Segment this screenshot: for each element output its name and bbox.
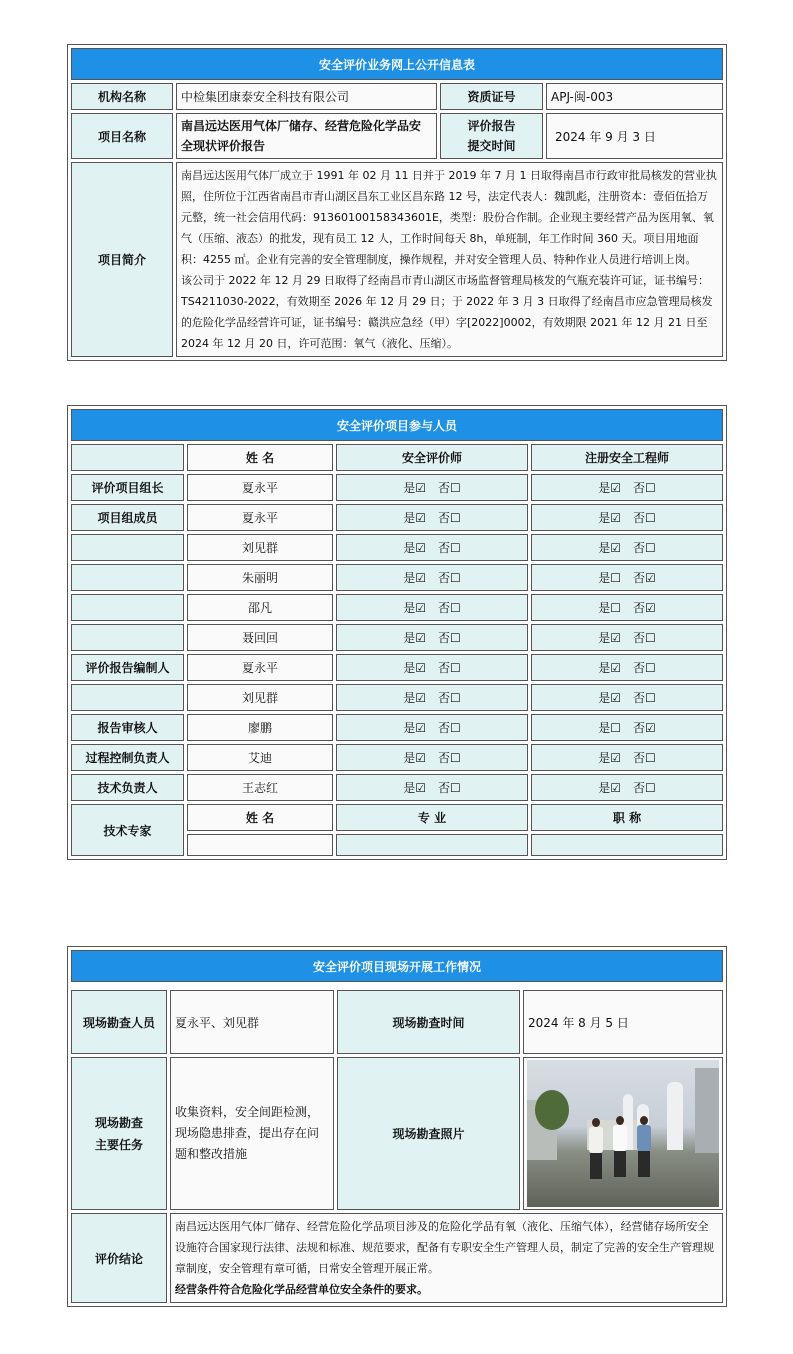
conclusion-label: 评价结论: [71, 1213, 167, 1303]
staff-row: [71, 744, 723, 771]
staff-name: 刘见群: [187, 684, 333, 711]
staff-role: [71, 594, 184, 621]
spacer: [71, 985, 723, 987]
staff-role: 技术负责人: [71, 774, 184, 801]
staff-evaluator-check: 是☑ 否☐: [336, 684, 528, 711]
submit-time-label: [440, 113, 543, 159]
staff-row: [71, 504, 723, 531]
intro-paragraph-1: 南昌远达医用气体厂成立于 1991 年 02 月 11 日并于 2019 年 7 月 1 日取得南昌市行政审批局核发的营业执照，住所位于江西省南昌市青山湖区昌东工业区昌东路 12 号，法定代表人：魏凯彪，注册资本：壹佰伍拾万元整，统一社会信用代码：91360100158343601E，类型：股份合作制。企业现主要经营产品为医用氧、氧气（压缩、液态）的批发，现有员工 12 人，工作时间每天 8h，单班制，年工作时间 360 天。项目用地面积：4255 ㎡。企业有完善的安全管理制度，操作规程，并对安全管理人员、特种作业人员进行培训上岗。: [181, 169, 717, 266]
staff-name: 夏永平: [187, 474, 333, 501]
site-task-label-line2: 主要任务: [94, 1137, 143, 1152]
staff-name: 艾迪: [187, 744, 333, 771]
expert-title-cell: [531, 834, 723, 856]
staff-evaluator-check: 是☑ 否☐: [336, 594, 528, 621]
staff-engineer-check: 是☑ 否☐: [531, 744, 723, 771]
site-table-title: 安全评价项目现场开展工作情况: [71, 950, 723, 982]
staff-role: [71, 624, 184, 651]
staff-row: [71, 474, 723, 501]
info-table-title: 安全评价业务网上公开信息表: [71, 48, 723, 80]
site-inspection-photo: [527, 1060, 719, 1207]
intro-content: [176, 162, 723, 357]
staff-row: [71, 774, 723, 801]
staff-evaluator-check: 是☑ 否☐: [336, 474, 528, 501]
conclusion-paragraph-1: 南昌远达医用气体厂储存、经营危险化学品项目涉及的危险化学品有氧（液化、压缩气体），经营储存场所安全设施符合国家现行法律、法规和标准、规范要求，配备有专职安全生产管理人员，制定了完善的安全生产管理规章制度，安全管理有章可循，日常安全管理开展正常。: [175, 1220, 714, 1275]
staff-name: 邵凡: [187, 594, 333, 621]
expert-name-cell: [187, 834, 333, 856]
staff-row: [71, 564, 723, 591]
cert-label: 资质证号: [440, 83, 543, 110]
staff-header-blank: [71, 444, 184, 471]
staff-evaluator-check: 是☑ 否☐: [336, 534, 528, 561]
submit-time-value: 2024 年 9 月 3 日: [546, 113, 723, 159]
site-staff-label: 现场勘查人员: [71, 990, 167, 1054]
site-time-value: 2024 年 8 月 5 日: [523, 990, 723, 1054]
staff-row: [71, 534, 723, 561]
staff-engineer-check: 是☑ 否☐: [531, 534, 723, 561]
staff-role: [71, 534, 184, 561]
staff-evaluator-check: 是☑ 否☐: [336, 504, 528, 531]
staff-evaluator-check: 是☑ 否☐: [336, 744, 528, 771]
staff-role: 项目组成员: [71, 504, 184, 531]
staff-name: 夏永平: [187, 654, 333, 681]
conclusion-paragraph-2: 经营条件符合危险化学品经营单位安全条件的要求。: [175, 1283, 428, 1296]
staff-row: [71, 684, 723, 711]
intro-label: 项目简介: [71, 162, 173, 357]
expert-label: 技术专家: [71, 804, 184, 856]
staff-engineer-check: 是☑ 否☐: [531, 654, 723, 681]
staff-row: [71, 594, 723, 621]
staff-role: 报告审核人: [71, 714, 184, 741]
expert-major-cell: [336, 834, 528, 856]
staff-engineer-check: 是☑ 否☐: [531, 684, 723, 711]
site-task-value: 收集资料，安全间距检测，现场隐患排查，提出存在问题和整改措施: [170, 1057, 334, 1210]
staff-role: 过程控制负责人: [71, 744, 184, 771]
staff-engineer-check: 是☐ 否☑: [531, 594, 723, 621]
staff-engineer-check: 是☑ 否☐: [531, 504, 723, 531]
staff-row: [71, 654, 723, 681]
staff-table-title: 安全评价项目参与人员: [71, 409, 723, 441]
staff-engineer-check: 是☑ 否☐: [531, 774, 723, 801]
staff-name: 王志红: [187, 774, 333, 801]
staff-name: 刘见群: [187, 534, 333, 561]
staff-evaluator-check: 是☑ 否☐: [336, 654, 528, 681]
staff-evaluator-check: 是☑ 否☐: [336, 714, 528, 741]
staff-table: [67, 405, 727, 860]
site-photo-cell: [523, 1057, 723, 1210]
staff-name: 朱丽明: [187, 564, 333, 591]
staff-engineer-check: 是☐ 否☑: [531, 714, 723, 741]
staff-role: [71, 684, 184, 711]
site-time-label: 现场勘查时间: [337, 990, 520, 1054]
submit-label-line1: 评价报告: [467, 119, 516, 133]
cert-value: APJ-闽-003: [546, 83, 723, 110]
info-table: [67, 44, 727, 361]
staff-engineer-check: 是☑ 否☐: [531, 474, 723, 501]
col-evaluator-header: 安全评价师: [336, 444, 528, 471]
intro-paragraph-2: 该公司于 2022 年 12 月 29 日取得了经南昌市青山湖区市场监督管理局核发的气瓶充装许可证，证书编号：TS4211030-2022，有效期至 2026 年 12 月 29 日；于 2022 年 3 月 3 日取得了经南昌市应急管理局核发的危险化学品经营许可证，证书编号：赣洪应急经（甲）字[2022]0002，有效期限 2021 年 12 月 21 日至 2024 年 12 月 20 日，许可范围：氧气（液化、压缩）。: [181, 274, 713, 350]
site-task-label: [71, 1057, 167, 1210]
staff-name: 廖鹏: [187, 714, 333, 741]
staff-row: [71, 714, 723, 741]
site-photo-label: 现场勘查照片: [337, 1057, 520, 1210]
staff-name: 聂回回: [187, 624, 333, 651]
col-engineer-header: 注册安全工程师: [531, 444, 723, 471]
submit-label-line2: 提交时间: [467, 139, 516, 153]
staff-engineer-check: 是☐ 否☑: [531, 564, 723, 591]
staff-engineer-check: 是☑ 否☐: [531, 624, 723, 651]
staff-row: [71, 624, 723, 651]
staff-name: 夏永平: [187, 504, 333, 531]
expert-col-name: 姓 名: [187, 804, 333, 831]
conclusion-content: [170, 1213, 723, 1303]
staff-role: 评价报告编制人: [71, 654, 184, 681]
staff-evaluator-check: 是☑ 否☐: [336, 624, 528, 651]
site-task-label-line1: 现场勘查: [94, 1115, 143, 1130]
staff-role: [71, 564, 184, 591]
org-label: 机构名称: [71, 83, 173, 110]
staff-evaluator-check: 是☑ 否☐: [336, 564, 528, 591]
staff-evaluator-check: 是☑ 否☐: [336, 774, 528, 801]
site-table: [67, 946, 727, 1307]
project-value: 南昌远达医用气体厂储存、经营危险化学品安全现状评价报告: [176, 113, 437, 159]
col-name-header: 姓 名: [187, 444, 333, 471]
org-value: 中检集团康泰安全科技有限公司: [176, 83, 437, 110]
project-label: 项目名称: [71, 113, 173, 159]
staff-role: 评价项目组长: [71, 474, 184, 501]
expert-col-title: 职 称: [531, 804, 723, 831]
expert-col-major: 专 业: [336, 804, 528, 831]
site-staff-value: 夏永平、刘见群: [170, 990, 334, 1054]
